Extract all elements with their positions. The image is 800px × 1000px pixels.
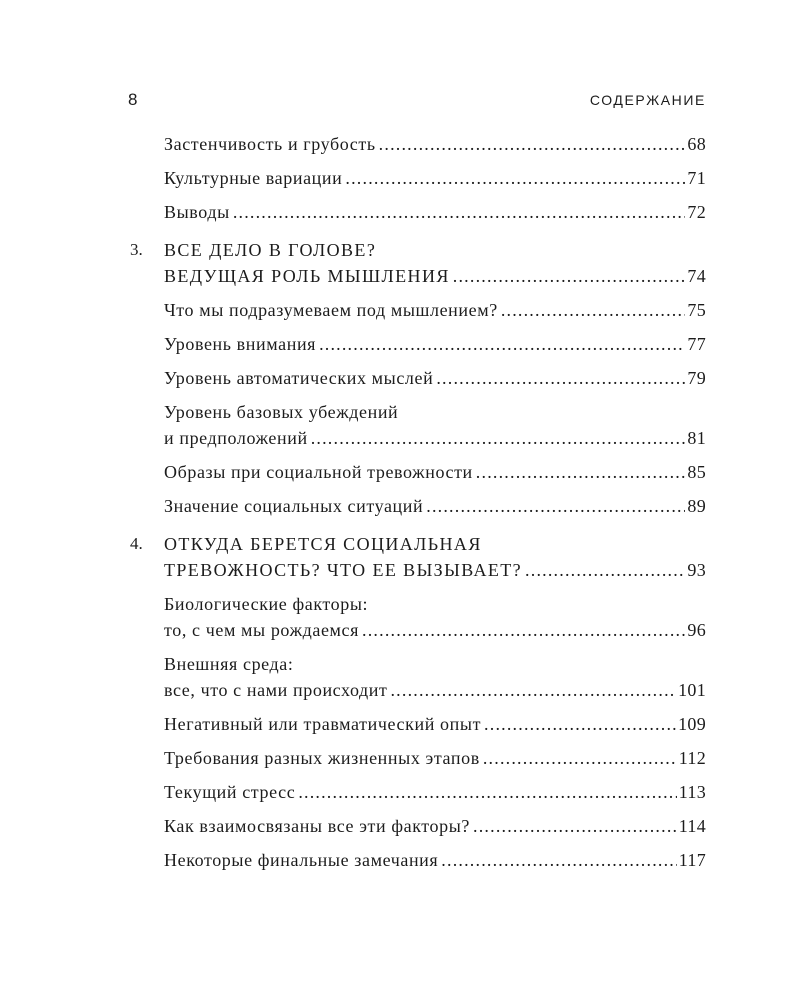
toc-page-number: 77 <box>687 334 706 354</box>
toc-page-number: 71 <box>687 168 706 188</box>
toc-page-number: 96 <box>687 620 706 640</box>
toc-entry <box>164 493 706 519</box>
toc-entry-title: Некоторые финальные замечания <box>164 850 439 870</box>
dot-leader <box>436 365 685 391</box>
toc-line <box>164 165 706 191</box>
toc-entry <box>164 297 706 323</box>
toc-line <box>164 237 706 263</box>
toc-page-number: 117 <box>678 850 706 870</box>
toc-entry-title: Требования разных жизненных этапов <box>164 748 480 768</box>
toc-entry <box>164 847 706 873</box>
dot-leader <box>426 493 685 519</box>
dot-leader <box>501 297 686 323</box>
toc-entry-title: Застенчивость и грубость <box>164 134 376 154</box>
toc-line <box>164 617 706 643</box>
toc-entry <box>164 591 706 643</box>
toc-line <box>164 399 706 425</box>
running-head <box>128 90 706 114</box>
toc-entry-title: ОТКУДА БЕРЕТСЯ СОЦИАЛЬНАЯ <box>164 534 482 554</box>
toc-entry <box>164 331 706 357</box>
toc-entry-title: Уровень внимания <box>164 334 317 354</box>
dot-leader <box>311 425 686 451</box>
dot-leader <box>441 847 676 873</box>
page-number: 8 <box>128 90 138 109</box>
toc-entry <box>164 165 706 191</box>
toc-page-number: 89 <box>687 496 706 516</box>
toc-entry-title: Уровень автоматических мыслей <box>164 368 434 388</box>
dot-leader <box>379 131 686 157</box>
chapter-number: 4. <box>130 534 143 553</box>
toc-line <box>164 813 706 839</box>
dot-leader <box>345 165 685 191</box>
toc-line <box>164 711 706 737</box>
toc-entry <box>164 399 706 451</box>
toc-entry-title: ТРЕВОЖНОСТЬ? ЧТО ЕЕ ВЫЗЫВАЕТ? <box>164 560 523 580</box>
toc-page-number: 81 <box>687 428 706 448</box>
toc-line <box>164 493 706 519</box>
toc-line <box>164 425 706 451</box>
toc-entry-title: Выводы <box>164 202 230 222</box>
toc-page-number: 114 <box>678 816 706 836</box>
dot-leader <box>362 617 685 643</box>
section-title: СОДЕРЖАНИЕ <box>589 92 706 108</box>
toc-line <box>164 131 706 157</box>
toc-page-number: 113 <box>678 782 706 802</box>
dot-leader <box>453 263 686 289</box>
toc-entry-title: Внешняя среда: <box>164 654 294 674</box>
toc-line <box>164 297 706 323</box>
toc-entry <box>164 131 706 157</box>
toc-entry-title: ВСЕ ДЕЛО В ГОЛОВЕ? <box>164 240 377 260</box>
toc-line <box>164 331 706 357</box>
toc-chapter-group <box>130 531 706 873</box>
toc-entry-title: то, с чем мы рождаемся <box>164 620 360 640</box>
toc-page-number: 79 <box>687 368 706 388</box>
toc-entry <box>164 745 706 771</box>
toc-entry-title: Что мы подразумеваем под мышлением? <box>164 300 498 320</box>
toc-entry-title: Образы при социальной тревожности <box>164 462 473 482</box>
toc-entry-title: ВЕДУЩАЯ РОЛЬ МЫШЛЕНИЯ <box>164 266 450 286</box>
toc-line <box>164 591 706 617</box>
toc-page-number: 85 <box>687 462 706 482</box>
dot-leader <box>319 331 685 357</box>
dot-leader <box>233 199 686 225</box>
toc-entry-title: Как взаимосвязаны все эти факторы? <box>164 816 471 836</box>
chapter-heading <box>130 237 706 289</box>
toc-chapter-group <box>130 237 706 519</box>
toc-entry-title: Биологические факторы: <box>164 594 369 614</box>
toc-entry <box>164 651 706 703</box>
toc-entry-title: Текущий стресс <box>164 782 296 802</box>
toc-entry <box>164 459 706 485</box>
toc-page-number: 101 <box>678 680 706 700</box>
toc-entry-title: и предположений <box>164 428 308 448</box>
chapter-number: 3. <box>130 240 143 259</box>
toc-line <box>164 677 706 703</box>
toc-page-number: 93 <box>687 560 706 580</box>
toc-entry-title: все, что с нами происходит <box>164 680 388 700</box>
toc-page-number: 75 <box>687 300 706 320</box>
toc-entry <box>164 779 706 805</box>
toc-entry <box>164 813 706 839</box>
dot-leader <box>483 745 677 771</box>
toc-intro-group <box>130 131 706 225</box>
toc-entry <box>164 365 706 391</box>
toc-entry-title: Культурные вариации <box>164 168 343 188</box>
dot-leader <box>390 677 676 703</box>
table-of-contents <box>130 131 706 885</box>
dot-leader <box>525 557 685 583</box>
toc-line <box>164 651 706 677</box>
toc-entry <box>164 711 706 737</box>
toc-page-number: 72 <box>687 202 706 222</box>
toc-entry-title: Уровень базовых убеждений <box>164 402 399 422</box>
chapter-heading <box>130 531 706 583</box>
dot-leader <box>484 711 676 737</box>
toc-line <box>164 557 706 583</box>
toc-line <box>164 365 706 391</box>
toc-line <box>164 779 706 805</box>
toc-line <box>164 847 706 873</box>
dot-leader <box>476 459 686 485</box>
toc-entry <box>164 199 706 225</box>
toc-page-number: 109 <box>678 714 706 734</box>
dot-leader <box>298 779 676 805</box>
toc-line <box>164 459 706 485</box>
toc-page-number: 74 <box>687 266 706 286</box>
toc-line <box>164 199 706 225</box>
toc-page-number: 112 <box>678 748 706 768</box>
toc-page-number: 68 <box>687 134 706 154</box>
dot-leader <box>473 813 677 839</box>
toc-line <box>164 263 706 289</box>
toc-entry-title: Негативный или травматический опыт <box>164 714 482 734</box>
toc-line <box>164 531 706 557</box>
toc-line <box>164 745 706 771</box>
toc-entry-title: Значение социальных ситуаций <box>164 496 424 516</box>
